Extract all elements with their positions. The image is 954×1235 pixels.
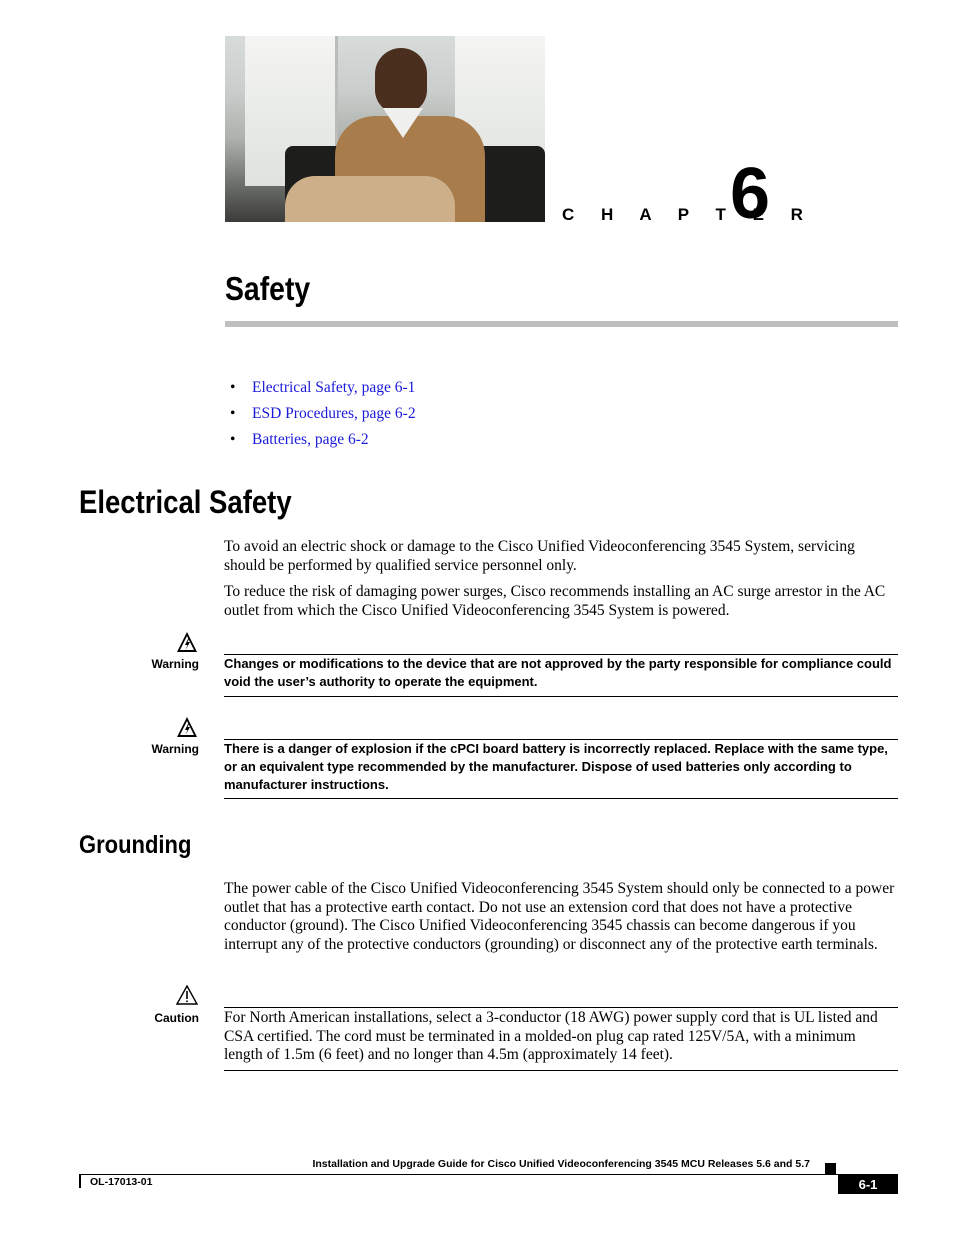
warning-triangle-icon	[176, 716, 198, 738]
note-rule-bottom	[224, 696, 898, 697]
footer-doc-number: OL-17013-01	[90, 1176, 153, 1188]
paragraph: To avoid an electric shock or damage to the Cisco Unified Videoconferencing 3545 System, servicing should be performed by qualified service personnel only.	[224, 538, 855, 574]
toc-link-electrical-safety[interactable]: Electrical Safety, page 6-1	[252, 379, 416, 396]
warning-label: Warning	[151, 742, 199, 756]
caution-label: Caution	[154, 1011, 199, 1025]
paragraph: The power cable of the Cisco Unified Videoconferencing 3545 System should only be connected to a power outlet that has a protective earth contact. Do not use an extension cord that does not have a protective conductor (ground). The Cisco Unified Videoconferencing 3545 chassis can become dangerous if you interrupt any of the protective conductors (grounding) or disconnect any of the protective earth terminals.	[224, 880, 895, 953]
note-rule-bottom	[224, 798, 898, 799]
footer-page-number: 6-1	[838, 1175, 898, 1194]
toc-item	[230, 404, 416, 430]
toc-link-batteries[interactable]: Batteries, page 6-2	[252, 431, 369, 448]
toc-bullet: •	[230, 405, 236, 422]
photo-person-head	[375, 48, 427, 114]
section-heading-electrical-safety: Electrical Safety	[79, 484, 292, 520]
title-rule	[225, 321, 898, 327]
chapter-photo	[225, 36, 545, 222]
footer-book-title: Installation and Upgrade Guide for Cisco Unified Videoconferencing 3545 MCU Releases 5.6 and 5.7	[312, 1158, 810, 1170]
warning-text: Changes or modifications to the device that are not approved by the party responsible for compliance could void the user’s authority to operate the equipment.	[224, 656, 892, 689]
chapter-label: C H A P T E R	[562, 205, 814, 224]
toc-bullet: •	[230, 431, 236, 448]
toc-item	[230, 378, 416, 404]
footer-marker	[825, 1163, 836, 1174]
footer-left-bar	[79, 1174, 81, 1188]
note-rule-top	[224, 1007, 898, 1008]
toc-item	[230, 430, 416, 456]
section-heading-grounding: Grounding	[79, 831, 192, 859]
caution-text: For North American installations, select a 3-conductor (18 AWG) power supply cord that is UL listed and CSA certified. The cord must be terminated in a molded-on plug cap rated 125V/5A, with a minimum length of 1.5m (6 feet) and no longer than 4.5m (approximately 14 feet).	[224, 1009, 878, 1063]
warning-text: There is a danger of explosion if the cPCI board battery is incorrectly replaced. Replace with the same type, or an equivalent type recommended by the manufacturer. Dispose of used batteries only according to manufacturer instructions.	[224, 741, 888, 792]
warning-triangle-icon	[176, 631, 198, 653]
warning-label: Warning	[151, 657, 199, 671]
caution-triangle-icon	[176, 985, 198, 1005]
toc-bullet: •	[230, 379, 236, 396]
chapter-title: Safety	[225, 270, 311, 307]
chapter-toc	[230, 378, 416, 456]
paragraph: To reduce the risk of damaging power surges, Cisco recommends installing an AC surge arrestor in the AC outlet from which the Cisco Unified Videoconferencing 3545 System is powered.	[224, 583, 886, 619]
chapter-number: 6	[730, 154, 771, 234]
note-rule-bottom	[224, 1070, 898, 1071]
photo-person-legs	[285, 176, 455, 222]
footer-rule	[79, 1174, 898, 1175]
toc-link-esd-procedures[interactable]: ESD Procedures, page 6-2	[252, 405, 416, 422]
